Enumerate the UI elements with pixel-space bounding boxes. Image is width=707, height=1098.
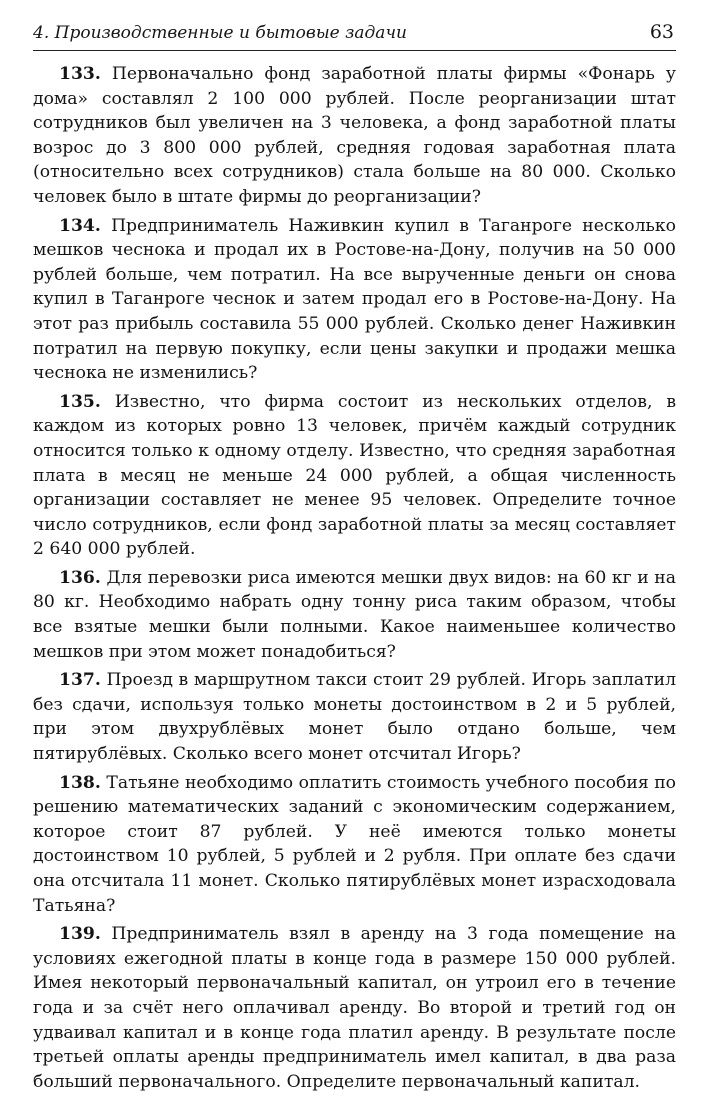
problem-text: Предприниматель взял в аренду на 3 года помещение на условиях ежегодной платы в конце года в размере 150 000 рублей. Имея некоторый первоначальный капитал, он утроил его в течение года и за счёт него оплачивал аренду. Во второй и третий год он удваивал капитал и в конце года платил аренду. В результате после третьей оплаты аренды предприниматель имел капитал, в два раза больший первоначального. Определите первоначальный капитал.	[33, 924, 677, 1092]
running-header	[33, 20, 676, 51]
problem-134	[33, 214, 676, 386]
problem-number: 137.	[59, 670, 101, 691]
problem-137	[33, 668, 676, 766]
problem-number: 134.	[59, 215, 101, 236]
problem-number: 133.	[59, 64, 101, 84]
problem-list	[33, 62, 676, 1098]
problem-138	[33, 771, 676, 919]
problem-text: Татьяне необходимо оплатить стоимость учебного пособия по решению математических заданий с экономическим содержанием, которое стоит 87 рублей. У неё имеются только монеты достоинством 10 рублей, 5 рублей и 2 рубля. При оплате без сдачи она отсчитала 11 монет. Сколько пятирублёвых монет израсходовала Татьяна?	[33, 772, 676, 916]
problem-text: Предприниматель Наживкин купил в Таганроге несколько мешков чеснока и продал их в Ростове-на-Дону, получив на 50 000 рублей больше, чем потратил. На все вырученные деньги он снова купил в Таганроге чеснок и затем продал его в Ростове-на-Дону. На этот раз прибыль составила 55 000 рублей. Сколько денег Наживкин потратил на первую покупку, если цены закупки и продажи мешка чеснока не изменились?	[33, 215, 676, 384]
problem-139	[33, 922, 676, 1094]
page-number: 63	[649, 21, 674, 43]
problem-text: Первоначально фонд заработной платы фирмы «Фонарь у дома» составлял 2 100 000 рублей. После реорганизации штат сотрудников был увеличен на 3 человека, а фонд заработной платы возрос до 3 800 000 рублей, средняя годовая заработная плата (относительно всех сотрудников) стала больше на 80 000. Сколько человек было в штате фирмы до реорганизации?	[33, 64, 676, 207]
problem-number: 139.	[59, 924, 101, 945]
problem-135	[33, 390, 676, 562]
problem-text: Для перевозки риса имеются мешки двух видов: на 60 кг и на 80 кг. Необходимо набрать одну тонну риса таким образом, чтобы все взятые мешки были полными. Какое наименьшее количество мешков при этом может понадобиться?	[33, 567, 676, 662]
problem-number: 138.	[59, 772, 101, 793]
problem-number: 135.	[59, 391, 101, 412]
problem-133	[33, 62, 676, 210]
problem-text: Известно, что фирма состоит из нескольких отделов, в каждом из которых ровно 13 человек, причём каждый сотрудник относится только к одному отделу. Известно, что средняя заработная плата в месяц не меньше 24 000 рублей, а общая численность организации составляет не менее 95 человек. Определите точное число сотрудников, если фонд заработной платы за месяц составляет 2 640 000 рублей.	[33, 391, 676, 560]
problem-text: Проезд в маршрутном такси стоит 29 рублей. Игорь заплатил без сдачи, используя только монеты достоинством в 2 и 5 рублей, при этом двухрублёвых монет было отдано больше, чем пятирублёвых. Сколько всего монет отсчитал Игорь?	[33, 670, 676, 765]
problem-136	[33, 566, 676, 664]
problem-number: 136.	[59, 567, 101, 588]
chapter-title: 4. Производственные и бытовые задачи	[33, 23, 407, 43]
